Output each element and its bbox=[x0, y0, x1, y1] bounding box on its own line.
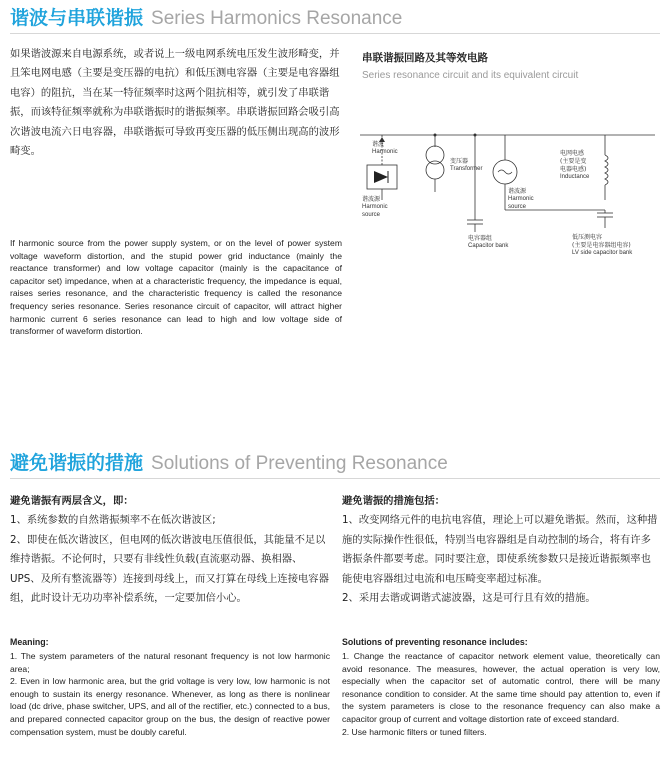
label-harmonic-source2-zh: 谐波源 bbox=[508, 188, 527, 195]
section1-paragraph-en: If harmonic source from the power supply system, or on the level of power system voltage waveform distortion, and the stupid power grid inductance (mainly the reactance transformer) and low voltage capacitor (mainly is the capacitance of capacitor set) impedance, when at a characteristic frequency, the impedance is equal, raises series resonance, and the characteristic frequency is called the resonance frequency series resonance. Series resonance circuit of capacitor, will attract higher harmonic current 6 series resonance can lead to high and low voltage side of transformer of waveform distortion. bbox=[10, 238, 342, 337]
right-column-en bbox=[342, 650, 660, 738]
label-harmonic-en: Harmonic bbox=[372, 149, 398, 155]
diagram-title-en: Series resonance circuit and its equivalent circuit bbox=[362, 70, 579, 81]
left-column-zh bbox=[10, 492, 330, 608]
label-transformer-zh: 变压器 bbox=[450, 158, 469, 165]
left-heading-en: Meaning: bbox=[10, 637, 49, 647]
section2-divider bbox=[10, 478, 660, 479]
left-item-en-1: 1. The system parameters of the natural resonant frequency is not low harmonic area; bbox=[10, 651, 330, 674]
left-heading-zh: 避免谐振有两层含义，即： bbox=[10, 495, 134, 507]
diagram-title-zh: 串联谐振回路及其等效电路 bbox=[362, 52, 488, 64]
label-grid-inductance-zh3: 电器电感) bbox=[560, 166, 587, 173]
right-heading-en: Solutions of preventing resonance includes: bbox=[342, 637, 528, 647]
label-harmonic-source2-en2: source bbox=[508, 204, 527, 210]
right-item-zh-2: 2、采用去谐或调谐式滤波器，这是可行且有效的措施。 bbox=[342, 592, 596, 605]
section1-title-zh: 谐波与串联谐振 bbox=[10, 7, 144, 29]
left-item-en-2: 2. Even in low harmonic area, but the grid voltage is very low, low harmonic is not enough to sustain its energy resonance. Whenever, as long as there is nonlinear load (dc drive, phase switcher, UPS, and all of the rectifier, etc.) connected to a bus, and prepared connected capacitor group on the bus, the design of reactive power compensation system, must be doubly careful. bbox=[10, 676, 330, 737]
label-capacitor-bank-zh: 电容器组 bbox=[468, 235, 493, 242]
section1-paragraph-zh: 如果谐波源来自电源系统，或者说上一级电网系统电压发生波形畸变，并且笨电网电感（主要是变压器的电抗）和低压测电容器（主要是电容器组电容）的阻抗，当在某一特征频率时这两个阻抗相等，就引发了串联谐振，而该特征频率就称为串联谐振时的谐振频率。串联谐振回路会吸引高次谐波电流六日电容器，串联谐振可导致再变压器的低压侧出现高的波形畸变。 bbox=[10, 48, 340, 158]
right-item-en-2: 2. Use harmonic filters or tuned filters. bbox=[342, 726, 487, 737]
left-column-en bbox=[10, 650, 330, 738]
label-transformer-en: Transformer bbox=[450, 166, 483, 172]
label-lv-capacitor-zh2: (主要是电容器组电容) bbox=[572, 242, 631, 249]
section1-title-en: Series Harmonics Resonance bbox=[151, 8, 403, 29]
section1-divider bbox=[10, 33, 660, 34]
label-grid-inductance-en: Inductance bbox=[560, 174, 590, 180]
right-item-zh-1: 1、改变网络元件的电抗电容值，理论上可以避免谐振。然而，这种措施的实际操作性很低，特别当电容器组是自动控制的场合，将有许多谐振条件都要考虑。同时要注意，即使系统参数只是接近谐振频率也能使电容器组过电流和电压畸变率超过标准。 bbox=[342, 514, 658, 585]
right-column-zh bbox=[342, 492, 660, 608]
label-harmonic-source-en2: source bbox=[362, 212, 381, 218]
label-lv-capacitor-zh1: 低压测电容 bbox=[572, 234, 603, 241]
left-item-zh-1: 1、系统参数的自然谐振频率不在低次谐波区; bbox=[10, 514, 216, 527]
label-harmonic-source-zh: 谐波源 bbox=[362, 196, 381, 203]
label-lv-capacitor-en: LV side capacitor bank bbox=[572, 250, 633, 256]
right-heading-zh: 避免谐振的措施包括： bbox=[342, 495, 445, 507]
label-grid-inductance-zh1: 电网电感 bbox=[560, 150, 585, 157]
section1-title bbox=[10, 7, 402, 30]
section2-title-en: Solutions of Preventing Resonance bbox=[151, 453, 448, 474]
label-harmonic-source-en1: Harmonic bbox=[362, 204, 388, 210]
left-item-zh-2: 2、即使在低次谐波区，但电网的低次谐波电压值很低，其能量不足以维持谐振。不论何时，只要有非线性负载(直流驱动器、换相器、UPS、及所有整流器等）连接到母线上，而又打算在母线上连接电容器组，此时设计无功功率补偿系统，一定要加倍小心。 bbox=[10, 533, 329, 605]
section2-title bbox=[10, 452, 448, 475]
label-harmonic-source2-en1: Harmonic bbox=[508, 196, 534, 202]
label-grid-inductance-zh2: (主要是变 bbox=[560, 158, 587, 165]
right-item-en-1: 1. Change the reactance of capacitor network element value, theoretically can avoid resonance. The measures, however, the actual operation is very low, especially when the capacitor set of automatic control, there will be many resonance condition to consider. At the same time should pay attention to, even if the system parameters is close to the resonance frequency can also make a capacitor group of current and voltage distortion rate of exceed standard. bbox=[342, 651, 660, 724]
label-capacitor-bank-en: Capacitor bank bbox=[468, 243, 509, 249]
section2-title-zh: 避免谐振的措施 bbox=[10, 452, 144, 474]
label-harmonic-zh: 谐波 bbox=[372, 141, 385, 148]
